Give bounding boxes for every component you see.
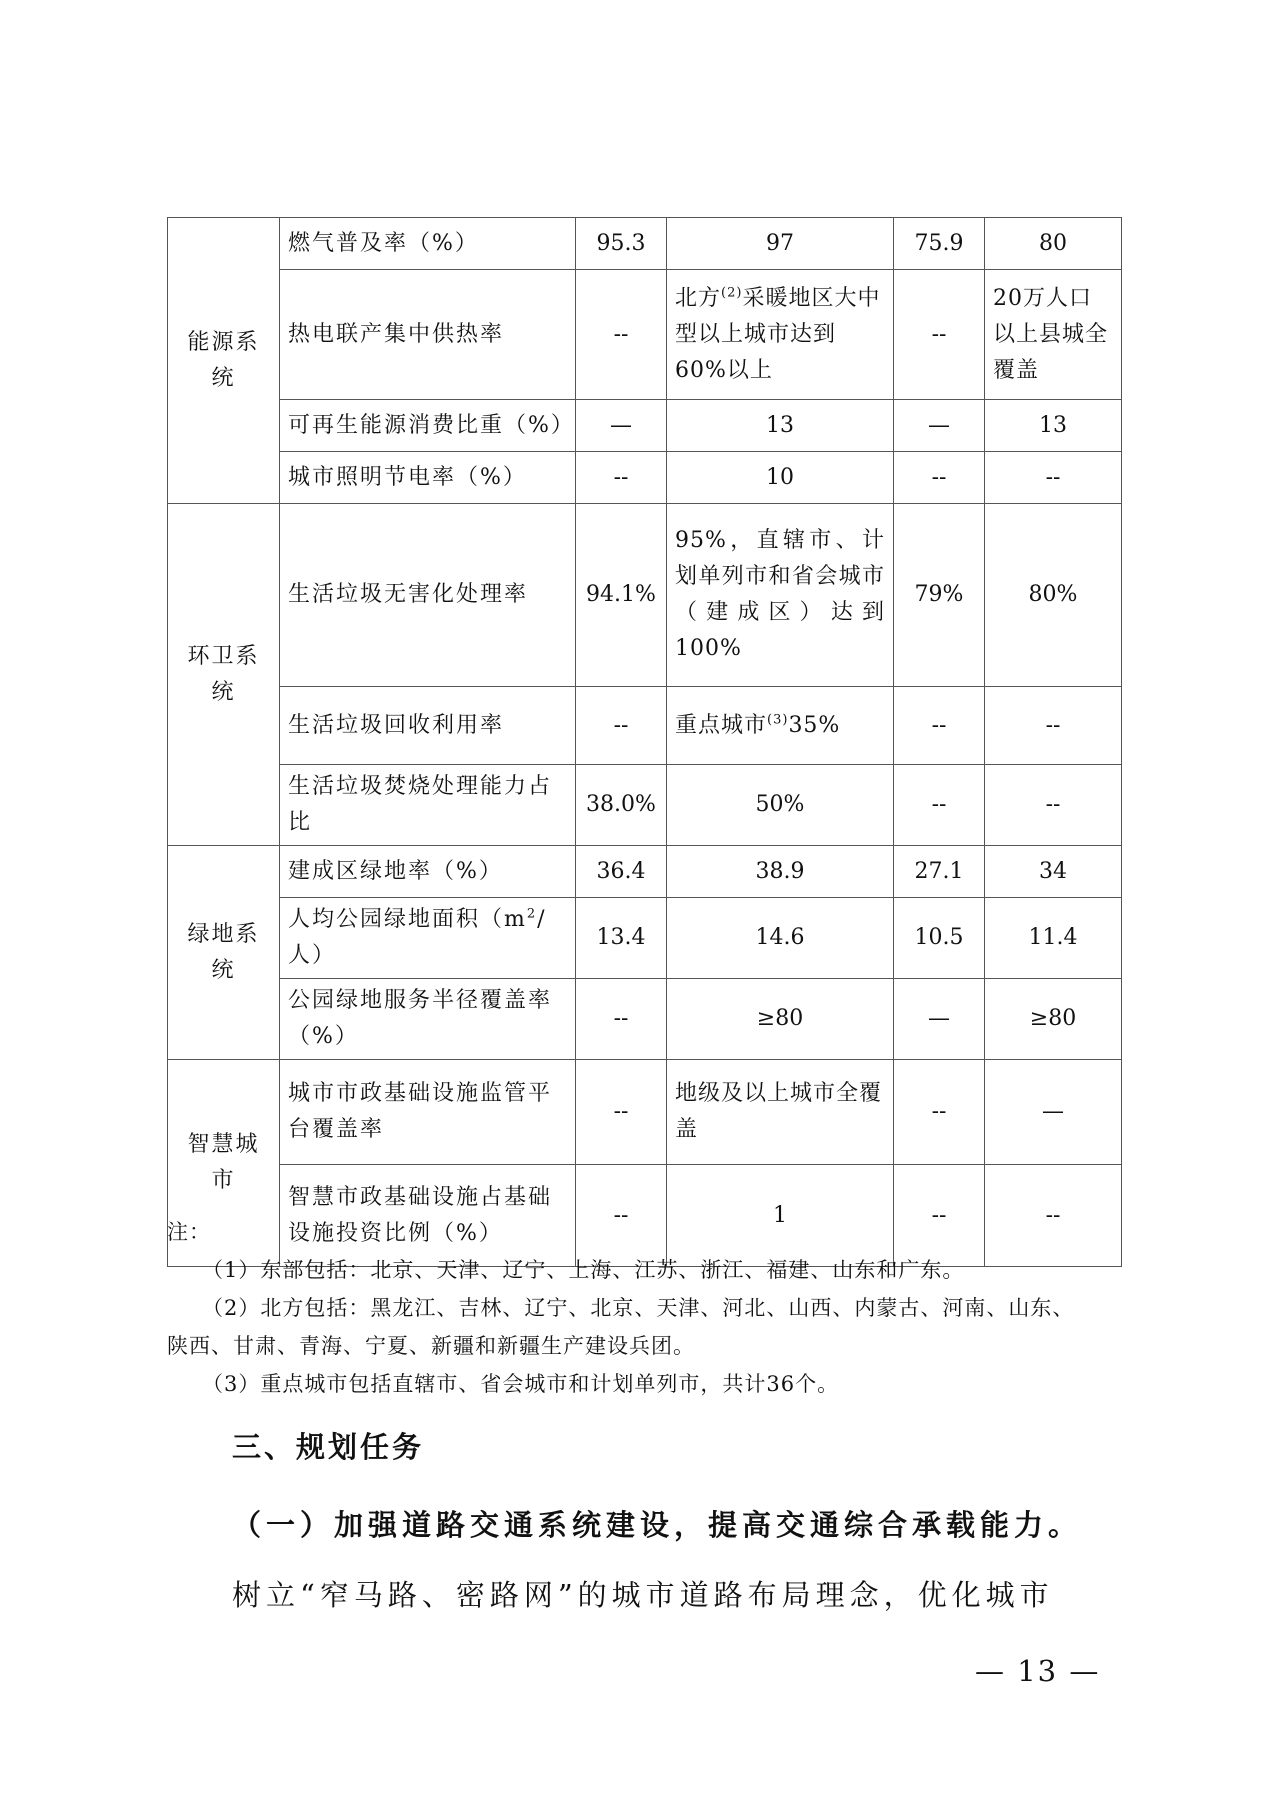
value-cell: --	[985, 1165, 1122, 1267]
note-1: （1）东部包括：北京、天津、辽宁、上海、江苏、浙江、福建、山东和广东。	[202, 1258, 965, 1282]
indicator-cell: 燃气普及率（%）	[280, 218, 576, 270]
indicator-cell: 城市市政基础设施监管平台覆盖率	[280, 1060, 576, 1165]
table-row	[168, 452, 1122, 504]
value-cell: —	[576, 400, 667, 452]
indicator-text: 人均公园绿地面积（m	[288, 907, 527, 932]
indicator-text: /人）	[288, 907, 547, 968]
table-row	[168, 504, 1122, 687]
value-cell: 80	[985, 218, 1122, 270]
value-cell: 95%，直辖市、计划单列市和省会城市（建成区）达到100%	[667, 504, 894, 687]
value-text: 35%	[788, 712, 841, 738]
category-cell: 能源系统	[168, 218, 280, 504]
note-2: （2）北方包括：黑龙江、吉林、辽宁、北京、天津、河北、山西、内蒙古、河南、山东、	[202, 1296, 1075, 1320]
indicator-cell: 公园绿地服务半径覆盖率（%）	[280, 979, 576, 1060]
table-notes	[167, 1213, 1127, 1403]
value-cell: 34	[985, 846, 1122, 898]
indicator-cell: 生活垃圾焚烧处理能力占比	[280, 765, 576, 846]
value-cell: 36.4	[576, 846, 667, 898]
value-cell: 10.5	[894, 898, 985, 979]
value-cell: 13.4	[576, 898, 667, 979]
value-cell: --	[894, 1165, 985, 1267]
indicator-cell: 热电联产集中供热率	[280, 270, 576, 400]
value-cell: --	[894, 270, 985, 400]
value-cell: 38.9	[667, 846, 894, 898]
indicator-cell: 可再生能源消费比重（%）	[280, 400, 576, 452]
indicator-table	[167, 217, 1122, 1267]
value-cell: —	[894, 979, 985, 1060]
note-2-continued: 陕西、甘肃、青海、宁夏、新疆和新疆生产建设兵团。	[167, 1334, 695, 1358]
indicator-cell	[280, 898, 576, 979]
category-cell: 环卫系统	[168, 504, 280, 846]
value-cell: 27.1	[894, 846, 985, 898]
value-cell: 11.4	[985, 898, 1122, 979]
table-row	[168, 1060, 1122, 1165]
value-cell: --	[576, 979, 667, 1060]
value-cell: 79%	[894, 504, 985, 687]
value-cell: 地级及以上城市全覆盖	[667, 1060, 894, 1165]
value-cell: ≥80	[667, 979, 894, 1060]
value-cell: --	[576, 1060, 667, 1165]
value-cell: --	[894, 1060, 985, 1165]
value-cell: 13	[667, 400, 894, 452]
table-row	[168, 270, 1122, 400]
section-heading: 三、规划任务	[232, 1430, 425, 1464]
indicator-cell: 智慧市政基础设施占基础设施投资比例（%）	[280, 1165, 576, 1267]
subsection-heading: （一）加强道路交通系统建设，提高交通综合承载能力。	[232, 1508, 1083, 1542]
table-row	[168, 846, 1122, 898]
footnote-ref: (2)	[721, 285, 743, 301]
indicator-cell: 生活垃圾回收利用率	[280, 687, 576, 765]
value-cell: --	[985, 452, 1122, 504]
table-row	[168, 765, 1122, 846]
notes-label: 注：	[167, 1220, 211, 1244]
value-cell: --	[576, 270, 667, 400]
value-cell: --	[894, 452, 985, 504]
table-row	[168, 898, 1122, 979]
value-cell	[667, 687, 894, 765]
value-cell: 38.0%	[576, 765, 667, 846]
value-cell: 13	[985, 400, 1122, 452]
indicator-cell: 生活垃圾无害化处理率	[280, 504, 576, 687]
value-cell: 50%	[667, 765, 894, 846]
footnote-ref: (3)	[767, 712, 789, 728]
body-paragraph: 树立“窄马路、密路网”的城市道路布局理念，优化城市	[232, 1578, 1054, 1612]
value-cell: 75.9	[894, 218, 985, 270]
value-cell: 97	[667, 218, 894, 270]
table-row	[168, 400, 1122, 452]
value-cell: 95.3	[576, 218, 667, 270]
indicator-cell: 建成区绿地率（%）	[280, 846, 576, 898]
page-number: — 13 —	[975, 1654, 1101, 1688]
indicator-cell: 城市照明节电率（%）	[280, 452, 576, 504]
value-cell: --	[576, 452, 667, 504]
value-cell: —	[894, 400, 985, 452]
value-cell	[667, 270, 894, 400]
value-cell: --	[985, 687, 1122, 765]
table-row	[168, 687, 1122, 765]
value-text: 重点城市	[675, 712, 768, 738]
value-cell: 10	[667, 452, 894, 504]
value-cell: 14.6	[667, 898, 894, 979]
table-row	[168, 979, 1122, 1060]
value-cell: 20万人口以上县城全覆盖	[985, 270, 1122, 400]
superscript: 2	[526, 906, 538, 922]
category-cell: 智慧城市	[168, 1060, 280, 1267]
value-cell: ≥80	[985, 979, 1122, 1060]
value-cell: --	[894, 765, 985, 846]
value-text: 北方	[675, 285, 722, 311]
value-cell: 80%	[985, 504, 1122, 687]
value-cell: —	[985, 1060, 1122, 1165]
value-cell: --	[576, 687, 667, 765]
value-cell: --	[985, 765, 1122, 846]
category-cell: 绿地系统	[168, 846, 280, 1060]
value-cell: 94.1%	[576, 504, 667, 687]
note-3: （3）重点城市包括直辖市、省会城市和计划单列市，共计36个。	[202, 1372, 840, 1396]
value-cell: --	[576, 1165, 667, 1267]
table-row	[168, 218, 1122, 270]
value-cell: --	[894, 687, 985, 765]
value-cell: 1	[667, 1165, 894, 1267]
value-text: 采暖地区大中型以上城市达到60%以上	[675, 285, 881, 383]
